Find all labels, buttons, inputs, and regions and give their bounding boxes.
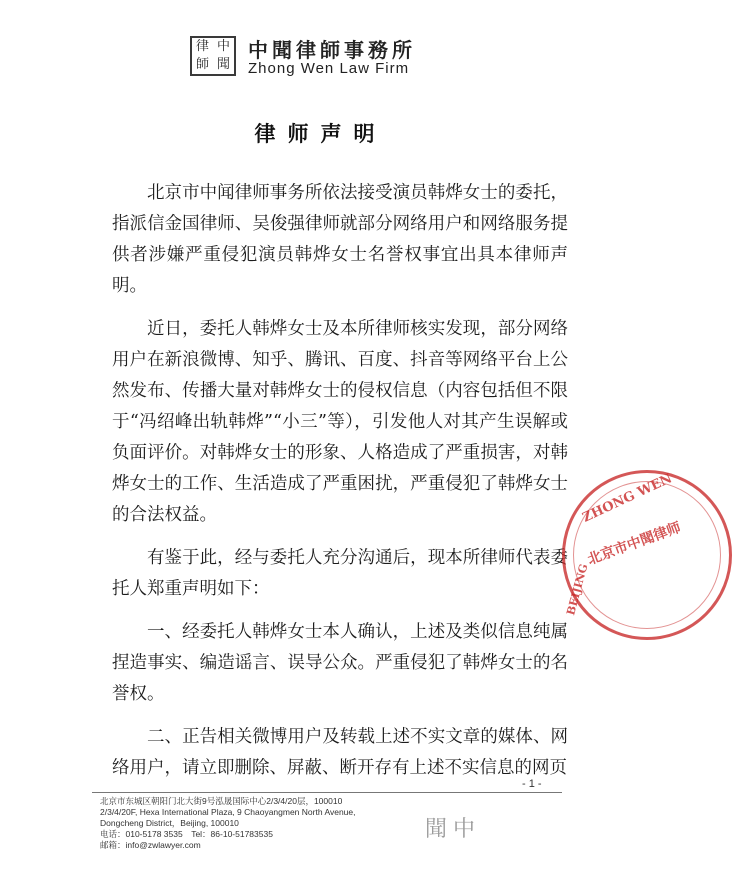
logo-char: 律 [195,39,209,54]
paragraph: 北京市中闻律师事务所依法接受演员韩烨女士的委托，指派信金国律师、吴俊强律师就部分网络用户和网络服务提供者涉嫌严重侵犯演员韩烨女士名誉权事宜出具本律师声明。 [112,183,568,296]
seal-text-top: ZHONG WEN [580,471,675,526]
seal-text-left: BEIJING [564,562,591,617]
page-number: - 1 - [522,778,542,790]
paragraph: 二、正告相关微博用户及转载上述不实文章的媒体、网络用户，请立即删除、屏蔽、断开存有上述不实信息的网页 [112,727,568,778]
firm-logo [190,36,236,76]
footer-address-en-1: 2/3/4/20F, Hexa International Plaza, 9 Chaoyangmen North Avenue, [100,807,356,817]
firm-name-english: Zhong Wen Law Firm [248,60,410,77]
paragraph: 有鉴于此，经与委托人充分沟通后，现本所律师代表委托人郑重声明如下： [112,548,568,599]
footer-phone: 电话：010-5178 3535 Tel：86-10-51783535 [100,829,273,839]
document-title: 律师声明 [254,121,387,146]
firm-name-chinese: 中聞律師事務所 [248,38,416,62]
paragraph: 一、经委托人韩烨女士本人确认，上述及类似信息纯属捏造事实、编造谣言、误导公众。严重侵犯了韩烨女士的名誉权。 [112,622,568,704]
seal-text-center: 北京市中聞律师 [585,519,684,569]
statement-body [112,178,568,796]
paragraph: 近日，委托人韩烨女士及本所律师核实发现，部分网络用户在新浪微博、知乎、腾讯、百度、抖音等网络平台上公然发布、传播大量对韩烨女士的侵权信息（内容包括但不限于“冯绍峰出轨韩烨”“小三”等），引发他人对其产生误解或负面评价。对韩烨女士的形象、人格造成了严重损害，对韩烨女士的工作、生活造成了严重困扰，严重侵犯了韩烨女士的合法权益。 [112,319,568,525]
footer-email: 邮箱：info@zwlawyer.com [100,840,201,850]
footer-address-cn: 北京市东城区朝阳门北大街9号泓晟国际中心2/3/4/20层，100010 [100,796,343,806]
official-seal [562,470,732,640]
footer-divider [92,792,562,793]
logo-char: 師 [195,57,209,72]
footer-logo-mark: 聞中 [425,817,482,842]
footer-address-en-2: Dongcheng District，Beijing, 100010 [100,818,239,828]
logo-char: 中 [216,39,230,54]
logo-char: 聞 [216,57,230,72]
letterhead [190,34,490,78]
footer-contact [100,796,355,851]
